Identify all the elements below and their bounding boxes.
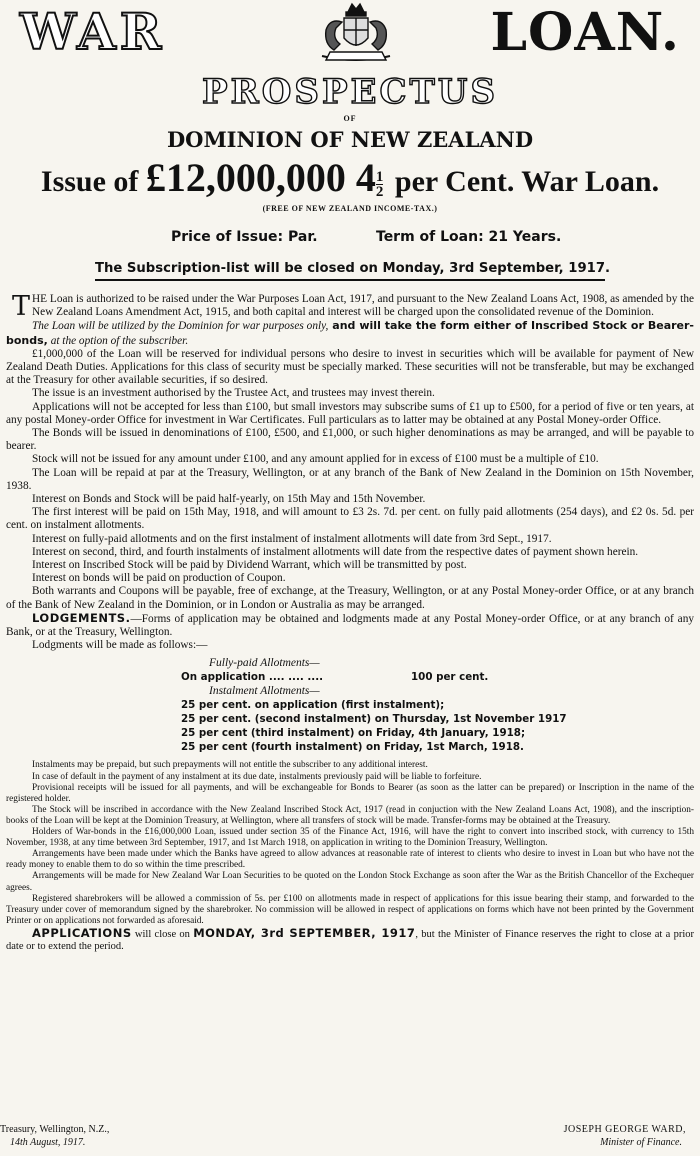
issue-heading — [6, 155, 694, 202]
signatory-title: Minister of Finance. — [600, 1137, 682, 1148]
italic-text: The Loan will be utilized by the Dominion for war purposes only, — [32, 320, 329, 333]
instalment-row: 25 per cent. on application (first instalment); — [181, 699, 445, 712]
lodgements-text: —Forms of application may be obtained and lodgments made at any Postal Money-order Office, or at any branch of any Bank, or at the Treasury, Wellington. — [6, 612, 694, 639]
fine-default: In case of default in the payment of any instalment at its due date, instalments previously paid will be liable to forfeiture. — [32, 771, 482, 782]
prospectus-title: PROSPECTUS — [201, 72, 499, 112]
of-label: OF — [343, 114, 357, 123]
paragraph-interest-fully-paid: Interest on fully-paid allotments and on the first instalment of instalment allotments will date from 3rd Sept., 1917. — [32, 532, 552, 545]
fine-commission: Registered sharebrokers will be allowed a commission of 5s. per £100 on allotments made in respect of applications for this issue bearing their stamp, and forwarded to the Treasury under cover of memorandum signed by the sharebroker. No commission will be allowed in respect of applications on forms which have not been printed by the Government Printer or on applications not forwarded as aforesaid. — [6, 893, 694, 926]
royal-coat-of-arms-icon — [312, 0, 400, 66]
paragraph-first-interest: The first interest will be paid on 15th May, 1918, and will amount to £3 2s. 7d. per cent. on fully paid allotments (254 days), and £2 0s. 5d. per cent. on instalment allotments. — [6, 506, 694, 532]
paragraph-text: HE Loan is authorized to be raised under the War Purposes Loan Act, 1917, and pursuant to the New Zealand Loans Act, 1908, as amended by the New Zealand Loans Amendment Act, 1915, and both capital and interest will be charged upon the consolidated revenue of the Dominion. — [32, 293, 694, 319]
closing-notice — [6, 927, 694, 954]
masthead — [6, 0, 694, 72]
instalment-row: 25 per cent. (second instalment) on Thursday, 1st November 1917 — [181, 713, 567, 726]
on-application-value: 100 per cent. — [411, 671, 489, 684]
paragraph-payable: Both warrants and Coupons will be payable, free of exchange, at the Treasury, Wellington, or at any Postal Money-order Office, or at any branch of the Bank of New Zealand in the Dominion, or in London or Australia as may be arranged. — [6, 585, 694, 611]
dominion-heading: DOMINION OF NEW ZEALAND — [166, 127, 534, 152]
fraction-numerator: 1 — [375, 168, 384, 185]
paragraph-repayment: The Loan will be repaid at par at the Treasury, Wellington, or at any branch of the Bank of New Zealand in the Dominion on 15th November, 1938. — [6, 466, 694, 492]
issue-rate-whole: 4 — [345, 155, 376, 200]
issue-post: per Cent. War Loan. — [387, 165, 660, 198]
subscription-close-notice: The Subscription-list will be closed on Monday, 3rd September, 1917. — [95, 261, 605, 281]
signature-block — [0, 1123, 700, 1153]
instalment-heading: Instalment Allotments— — [209, 685, 320, 698]
instalment-row: 25 per cent (fourth instalment) on Friday, 1st March, 1918. — [181, 741, 524, 754]
closing-mid: will close on — [131, 928, 194, 940]
place-date — [0, 1123, 109, 1149]
issue-rate-fraction — [376, 170, 384, 199]
term-of-loan: Term of Loan: 21 Years. — [376, 229, 562, 245]
lodgement-schedule — [181, 656, 694, 754]
date: 14th August, 1917. — [10, 1137, 86, 1148]
masthead-left-word: WAR — [20, 2, 166, 61]
fine-advances: Arrangements have been made under which the Banks have agreed to allow advances at reasonable rate of interest to clients who desire to invest in Loan but who have not the ready money to enable them to do so within the time prescribed. — [6, 849, 694, 871]
applications-heading: APPLICATIONS — [32, 925, 132, 940]
paragraph-coupon: Interest on bonds will be paid on production of Coupon. — [32, 572, 286, 585]
paragraph-lodgements-follow: Lodgments will be made as follows:— — [32, 639, 208, 652]
lodgements-heading: LODGEMENTS. — [32, 610, 131, 625]
issue-pre: Issue of — [40, 165, 146, 198]
fine-receipts: Provisional receipts will be issued for all payments, and will be exchangeable for Bonds to Bearer (as soon as the latter can be prepared) or Inscription in the name of the registered holder. — [6, 782, 694, 804]
instalment-row: 25 per cent (third instalment) on Friday, 4th January, 1918; — [181, 727, 526, 740]
fine-london: Arrangements will be made for New Zealand War Loan Securities to be quoted on the London Stock Exchange as soon after the War as the British Chancellor of the Exchequer agrees. — [6, 871, 694, 893]
paragraph-applications: Applications will not be accepted for less than £100, but small investors may subscribe sums of £1 up to £500, for a period of five or ten years, at any postal Money-order Office for investment in War Certificates. Full particulars as to latter may be obtained at any Postal Money-order Office. — [6, 400, 694, 426]
paragraph-authorization — [6, 291, 694, 322]
paragraph-war-purposes — [6, 319, 694, 347]
issue-amount: £12,000,000 — [145, 155, 346, 200]
fine-conversion: Holders of War-bonds in the £16,000,000 Loan, issued under section 35 of the Finance Act, 1916, will have the right to convert into inscribed stock, with currency to 15th November, 1938, at any time between 3rd September, 1917, and 1st March 1918, on application in writing to the Dominion Treasury, Wellington. — [6, 827, 694, 849]
fine-prepaid: Instalments may be prepaid, but such prepayments will not entitle the subscriber to any additional interest. — [32, 760, 428, 771]
on-application-row — [181, 670, 694, 684]
paragraph-death-duties: £1,000,000 of the Loan will be reserved for individual persons who desire to invest in securities which will be available for payment of New Zealand Death Duties. Applications for this class of security must be specially marked. These securities will not be transferable, but may be exchanged at the Treasury for other available securities, if so desired. — [6, 347, 694, 387]
fine-inscription: The Stock will be inscribed in accordance with the New Zealand Inscribed Stock Act, 1917 (read in conjuction with the New Zealand Loans Act, 1908), and the inscription-books of the Loan will be kept at the Dominion Treasury, at Wellington, where all transfers of stock will be made. Transfer-forms may be obtained at the Treasury. — [6, 804, 694, 826]
paragraph-stock: Stock will not be issued for any amount under £100, and any amount applied for in excess of £100 must be a multiple of £10. — [32, 453, 599, 466]
signatory — [564, 1123, 686, 1149]
price-term-row — [6, 229, 694, 249]
paragraph-interest-halfyearly: Interest on Bonds and Stock will be paid half-yearly, on 15th May and 15th November. — [32, 493, 426, 506]
paragraph-dividend-warrant: Interest on Inscribed Stock will be paid by Dividend Warrant, which will be transmitted by post. — [32, 559, 467, 572]
fraction-denominator: 2 — [375, 183, 384, 200]
fully-paid-heading: Fully-paid Allotments— — [209, 657, 320, 670]
signatory-name: JOSEPH GEORGE WARD, — [563, 1124, 686, 1135]
bold-text: and will take the form either of Inscribed Stock or Bearer-bonds, — [6, 319, 694, 347]
drop-cap: T — [12, 291, 31, 322]
place: Treasury, Wellington, N.Z., — [0, 1124, 110, 1135]
closing-date: MONDAY, 3rd SEPTEMBER, 1917 — [193, 925, 416, 940]
on-application-label: On application .... .... .... — [181, 671, 324, 684]
masthead-right-word: LOAN. — [490, 2, 680, 63]
paragraph-interest-instalments: Interest on second, third, and fourth instalments of instalment allotments will date from the respective dates of payment shown herein. — [32, 545, 639, 558]
closing-tail: , but the Minister of Finance reserves the right to close at a prior date or to extend the period. — [6, 928, 694, 953]
paragraph-bonds: The Bonds will be issued in denominations of £100, £500, and £1,000, or such higher denominations as may be arranged, and will be payable to bearer. — [6, 427, 694, 453]
tax-note: (FREE OF NEW ZEALAND INCOME-TAX.) — [262, 204, 438, 213]
prospectus-body — [6, 293, 694, 954]
italic-tail: at the option of the subscriber. — [47, 334, 189, 347]
fine-print — [6, 760, 694, 926]
paragraph-trustee: The issue is an investment authorised by the Trustee Act, and trustees may invest therein. — [32, 387, 435, 400]
price-of-issue: Price of Issue: Par. — [171, 229, 318, 245]
paragraph-lodgements — [6, 612, 694, 639]
